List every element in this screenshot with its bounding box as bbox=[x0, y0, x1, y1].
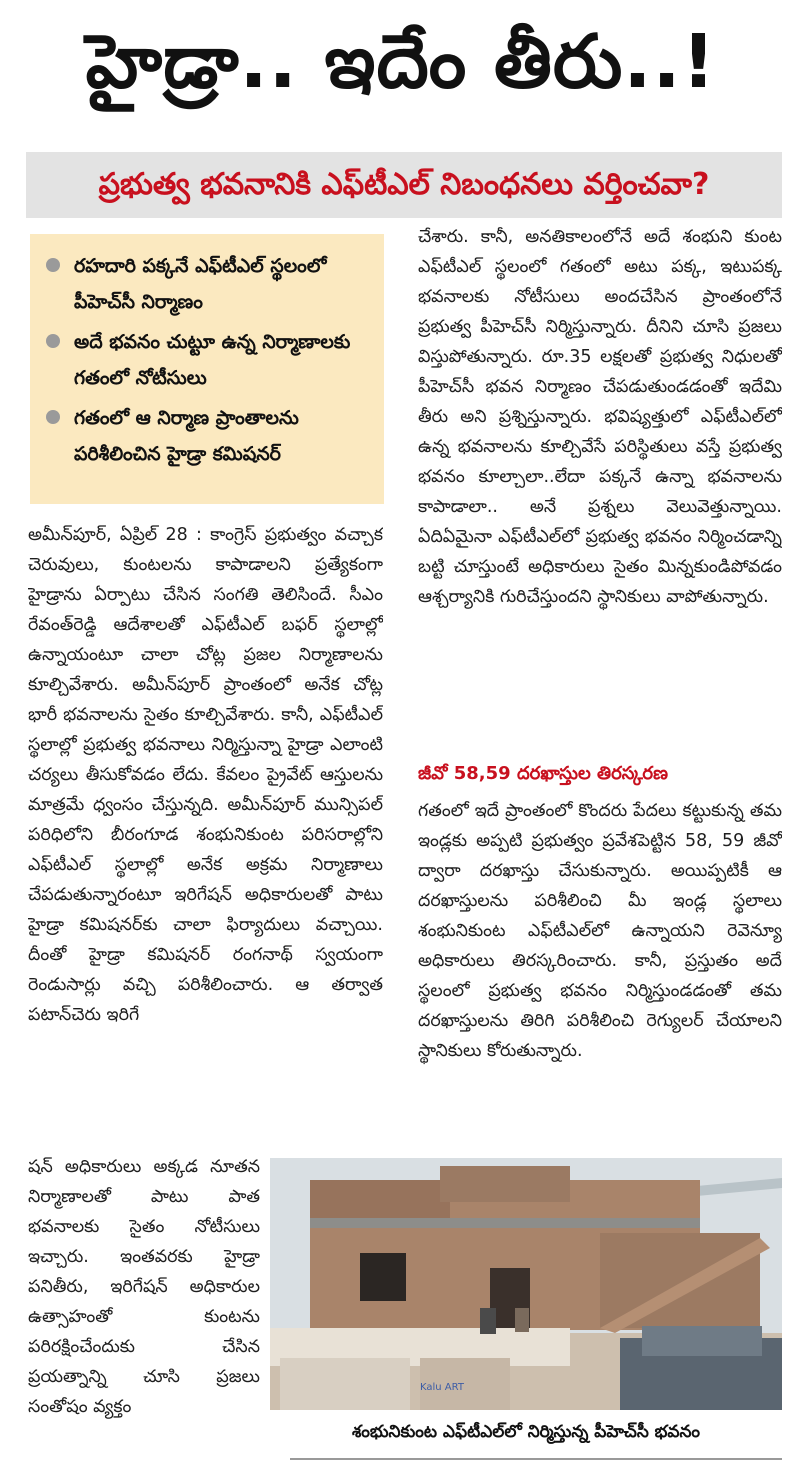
highlight-text: అదే భవనం చుట్టూ ఉన్న నిర్మాణాలకు గతంలో నోటీసులు bbox=[74, 331, 351, 389]
bullet-icon bbox=[46, 410, 60, 424]
divider bbox=[290, 1458, 782, 1460]
subheadline: ప్రభుత్వ భవనానికి ఎఫ్‌టీఎల్ నిబంధనలు వర్తించవా? bbox=[98, 167, 710, 202]
news-photo bbox=[270, 1158, 782, 1410]
building-photo-illustration bbox=[270, 1158, 782, 1410]
photo-caption: శంభునికుంట ఎఫ్‌టీఎల్‌లో నిర్మిస్తున్న పీహెచ్‌సీ భవనం bbox=[351, 1422, 701, 1442]
highlight-text: గతంలో ఆ నిర్మాణ ప్రాంతాలను పరిశీలించిన హైడ్రా కమిషనర్ bbox=[74, 407, 299, 465]
article-body-right-2: గతంలో ఇదే ప్రాంతంలో కొందరు పేదలు కట్టుకున్న తమ ఇండ్లకు అప్పటి ప్రభుత్వం ప్రవేశపెట్టిన 58, 59 జీవో ద్వారా దరఖాస్తు చేసుకున్నారు. అయిప్పటికీ ఆ దరఖాస్తులను పరిశీలించి మీ ఇండ్ల స్థలాలు శంభునికుంట ఎఫ్‌టీఎల్‌లో ఉన్నాయని రెవెన్యూ అధికారులు తిరస్కరించారు. కానీ, ప్రస్తుతం అదే స్థలంలో ప్రభుత్వ భవనం నిర్మిస్తుండడంతో తమ దరఖాస్తులను తిరిగి పరిశీలించి రెగ్యులర్ చేయాలని స్థానికులు కోరుతున్నారు. bbox=[418, 801, 782, 1061]
highlight-item bbox=[46, 324, 376, 396]
bullet-icon bbox=[46, 334, 60, 348]
highlights-box bbox=[30, 234, 384, 504]
article-body-left-bottom: షన్ అధికారులు అక్కడ నూతన నిర్మాణాలతో పాటు పాత భవనాలకు సైతం నోటీసులు ఇచ్చారు. ఇంతవరకు హైడ్రా పనితీరు, ఇరిగేషన్ అధికారుల ఉత్సాహంతో కుంటను పరిరక్షించేందుకు చేసిన ప్రయత్నాన్ని చూసి ప్రజలు సంతోషం వ్యక్తం bbox=[28, 1157, 260, 1417]
highlight-item bbox=[46, 248, 376, 320]
article-body-right: చేశారు. కానీ, అనతికాలంలోనే అదే శంభుని కుంట ఎఫ్‌టీఎల్ స్థలంలో గతంలో అటు పక్క, ఇటుపక్క భవనాలకు నోటీసులు అందచేసిన ప్రాంతంలోనే ప్రభుత్వ పీహెచ్‌సీ నిర్మిస్తున్నారు. దీనిని చూసి ప్రజలు విస్తుపోతున్నారు. రూ.35 లక్షలతో ప్రభుత్వ నిధులతో పీహెచ్‌సీ భవన నిర్మాణం చేపడుతుండడంతో ఇదేమి తీరు అని ప్రశ్నిస్తున్నారు. భవిష్యత్తులో ఎఫ్‌టీఎల్‌లో ఉన్న భవనాలను కూల్చివేసే పరిస్థితులు వస్తే ప్రభుత్వ భవనం కూల్చాలా..లేదా పక్కనే ఉన్నా భవనాలను కాపాడాలా.. అనే ప్రశ్నలు వెలువెత్తున్నాయి. ఏదిఏమైనా ఎఫ్‌టీఎల్‌లో ప్రభుత్వ భవనం నిర్మించడాన్ని బట్టి చూస్తుంటే అధికారులు సైతం మిన్నకుండిపోవడం ఆశ్చర్యానికి గురిచేస్తుందని స్థానికులు వాపోతున్నారు. bbox=[418, 227, 782, 607]
wall-painted-text: Kalu ART bbox=[420, 1382, 464, 1393]
highlight-item bbox=[46, 400, 376, 472]
headline: హైడ్రా.. ఇదేం తీరు..! bbox=[85, 19, 717, 105]
article-body-left: అమీన్‌పూర్, ఏప్రిల్ 28 : కాంగ్రెస్ ప్రభుత్వం వచ్చాక చెరువులు, కుంటలను కాపాడాలని ప్రత్యేకంగా హైడ్రాను ఏర్పాటు చేసిన సంగతి తెలిసిందే. సీఎం రేవంత్‌రెడ్డి ఆదేశాలతో ఎఫ్‌టీఎల్ బఫర్ స్థలాల్లో ఉన్నాయంటూ చాలా చోట్ల ప్రజల నిర్మాణాలను కూల్చివేశారు. అమీన్‌పూర్ ప్రాంతంలో అనేక చోట్ల భారీ భవనాలను సైతం కూల్చివేశారు. కానీ, ఎఫ్‌టీఎల్ స్థలాల్లో ప్రభుత్వ భవనాలు నిర్మిస్తున్నా హైడ్రా ఎలాంటి చర్యలు తీసుకోవడం లేదు. కేవలం ప్రైవేట్ ఆస్తులను మాత్రమే ధ్వంసం చేస్తున్నది. అమీన్‌పూర్ మున్సిపల్ పరిధిలోని బీరంగూడ శంభునికుంట పరిసరాల్లోని ఎఫ్‌టీఎల్ స్థలాల్లో అనేక అక్రమ నిర్మాణాలు చేపడుతున్నారంటూ ఇరిగేషన్ అధికారులతో పాటు హైడ్రా కమిషనర్‌కు చాలా ఫిర్యాదులు వచ్చాయి. దీంతో హైడ్రా కమిషనర్ రంగనాథ్ స్వయంగా రెండుసార్లు వచ్చి పరిశీలించారు. ఆ తర్వాత పటాన్‌చెరు ఇరిగే bbox=[28, 525, 383, 1025]
section-subtitle: జీవో 58,59 దరఖాస్తుల తిరస్కరణ bbox=[418, 763, 668, 784]
bullet-icon bbox=[46, 258, 60, 272]
highlight-text: రహదారి పక్కనే ఎఫ్‌టీఎల్ స్థలంలో పీహెచ్‌సీ నిర్మాణం bbox=[74, 255, 327, 313]
